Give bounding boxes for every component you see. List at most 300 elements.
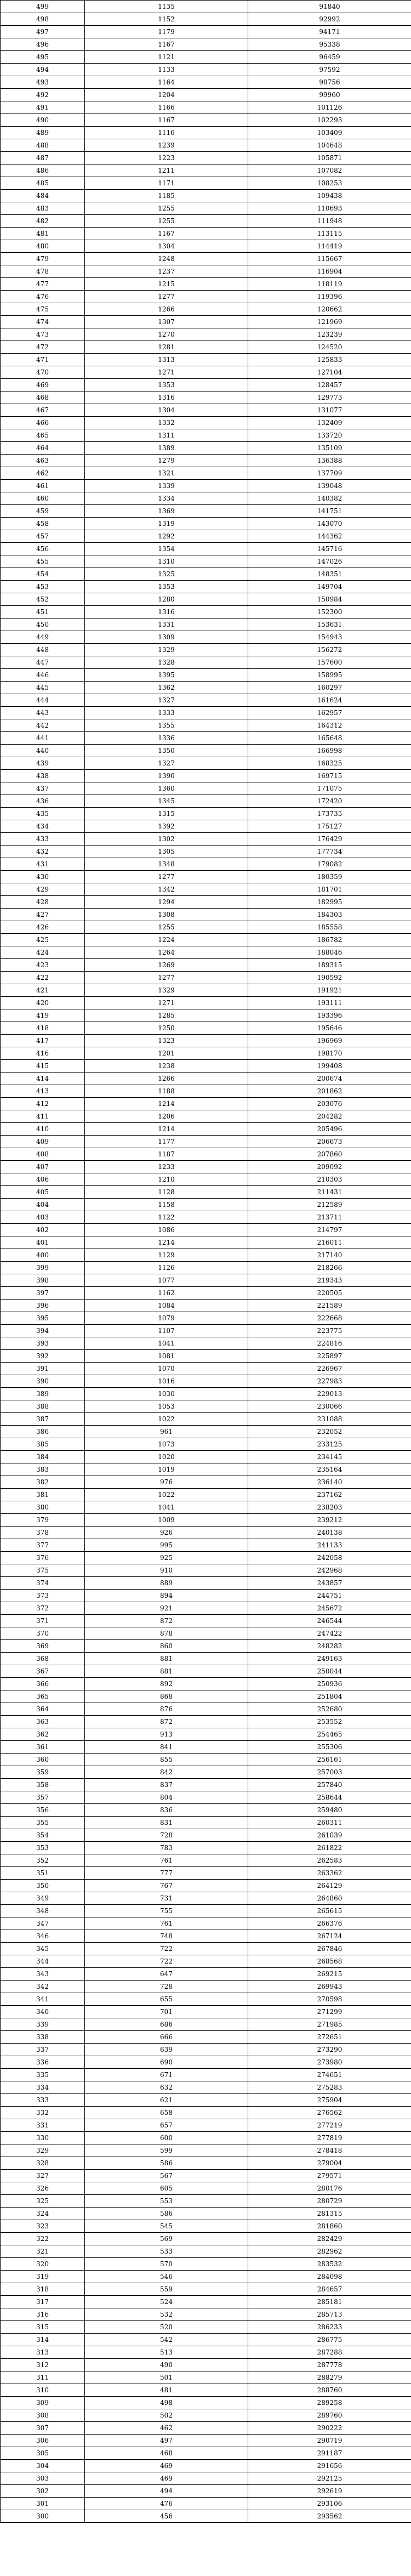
score-cell: 452	[1, 593, 85, 606]
score-cell: 302	[1, 2485, 85, 2498]
cumulative-cell: 240138	[248, 1527, 411, 1539]
count-cell: 910	[85, 1564, 248, 1577]
table-row	[1, 1741, 411, 1754]
score-cell: 450	[1, 619, 85, 631]
count-cell: 881	[85, 1653, 248, 1665]
count-cell: 1041	[85, 1501, 248, 1514]
cumulative-cell: 243857	[248, 1577, 411, 1590]
count-cell: 1204	[85, 89, 248, 101]
table-row	[1, 2233, 411, 2245]
cumulative-cell: 219343	[248, 1274, 411, 1287]
cumulative-cell: 113115	[248, 228, 411, 240]
table-row	[1, 1350, 411, 1363]
count-cell: 1185	[85, 190, 248, 202]
table-row	[1, 366, 411, 379]
cumulative-cell: 281315	[248, 2208, 411, 2220]
table-row	[1, 2119, 411, 2132]
count-cell: 1030	[85, 1388, 248, 1400]
count-cell: 1179	[85, 26, 248, 38]
table-row	[1, 1413, 411, 1426]
score-cell: 313	[1, 2346, 85, 2359]
count-cell: 469	[85, 2472, 248, 2485]
score-cell: 385	[1, 1438, 85, 1451]
table-row	[1, 303, 411, 316]
count-cell: 1332	[85, 417, 248, 429]
table-row	[1, 2296, 411, 2308]
table-row	[1, 2056, 411, 2069]
count-cell: 731	[85, 1892, 248, 1905]
cumulative-cell: 245672	[248, 1602, 411, 1615]
score-cell: 352	[1, 1854, 85, 1867]
count-cell: 1129	[85, 1249, 248, 1262]
score-cell: 468	[1, 391, 85, 404]
count-cell: 586	[85, 2157, 248, 2170]
cumulative-cell: 239212	[248, 1514, 411, 1527]
score-cell: 383	[1, 1463, 85, 1476]
score-cell: 378	[1, 1527, 85, 1539]
score-cell: 389	[1, 1388, 85, 1400]
score-cell: 433	[1, 833, 85, 846]
cumulative-cell: 267124	[248, 1930, 411, 1943]
count-cell: 1135	[85, 1, 248, 13]
score-cell: 348	[1, 1905, 85, 1917]
score-cell: 464	[1, 442, 85, 455]
cumulative-cell: 284098	[248, 2271, 411, 2283]
cumulative-cell: 282962	[248, 2245, 411, 2258]
score-cell: 455	[1, 555, 85, 568]
table-row	[1, 76, 411, 89]
cumulative-cell: 102293	[248, 114, 411, 127]
table-row	[1, 682, 411, 694]
count-cell: 1081	[85, 1350, 248, 1363]
cumulative-cell: 110693	[248, 202, 411, 215]
table-row	[1, 1035, 411, 1047]
score-cell: 419	[1, 1009, 85, 1022]
count-cell: 1171	[85, 177, 248, 190]
table-row	[1, 1375, 411, 1388]
cumulative-cell: 261822	[248, 1842, 411, 1854]
cumulative-cell: 144362	[248, 530, 411, 543]
score-cell: 440	[1, 745, 85, 757]
count-cell: 872	[85, 1615, 248, 1627]
score-cell: 465	[1, 429, 85, 442]
cumulative-cell: 181701	[248, 883, 411, 896]
count-cell: 1022	[85, 1413, 248, 1426]
cumulative-cell: 171075	[248, 782, 411, 795]
score-cell: 391	[1, 1363, 85, 1375]
score-cell: 431	[1, 858, 85, 871]
cumulative-cell: 260311	[248, 1817, 411, 1829]
count-cell: 570	[85, 2258, 248, 2271]
cumulative-cell: 96459	[248, 51, 411, 64]
count-cell: 722	[85, 1955, 248, 1968]
count-cell: 1121	[85, 51, 248, 64]
score-cell: 492	[1, 89, 85, 101]
score-cell: 443	[1, 707, 85, 719]
score-cell: 442	[1, 719, 85, 732]
cumulative-cell: 273980	[248, 2056, 411, 2069]
score-cell: 401	[1, 1236, 85, 1249]
cumulative-cell: 264860	[248, 1892, 411, 1905]
score-cell: 491	[1, 101, 85, 114]
count-cell: 1214	[85, 1123, 248, 1136]
count-cell: 841	[85, 1741, 248, 1754]
cumulative-cell: 195646	[248, 1022, 411, 1035]
score-cell: 326	[1, 2182, 85, 2195]
cumulative-cell: 281860	[248, 2220, 411, 2233]
cumulative-cell: 97592	[248, 64, 411, 76]
table-row	[1, 1993, 411, 2006]
count-cell: 855	[85, 1754, 248, 1766]
score-cell: 448	[1, 644, 85, 656]
cumulative-cell: 172420	[248, 795, 411, 808]
score-cell: 479	[1, 253, 85, 265]
count-cell: 1277	[85, 291, 248, 303]
score-cell: 402	[1, 1224, 85, 1236]
count-cell: 524	[85, 2296, 248, 2308]
cumulative-cell: 268568	[248, 1955, 411, 1968]
count-cell: 1116	[85, 127, 248, 139]
count-cell: 1311	[85, 429, 248, 442]
cumulative-cell: 109438	[248, 190, 411, 202]
cumulative-cell: 98756	[248, 76, 411, 89]
cumulative-cell: 285713	[248, 2308, 411, 2321]
cumulative-cell: 210303	[248, 1173, 411, 1186]
count-cell: 657	[85, 2119, 248, 2132]
score-cell: 417	[1, 1035, 85, 1047]
table-row	[1, 2498, 411, 2510]
count-cell: 836	[85, 1804, 248, 1817]
count-cell: 1310	[85, 555, 248, 568]
count-cell: 476	[85, 2498, 248, 2510]
score-cell: 314	[1, 2334, 85, 2346]
count-cell: 881	[85, 1665, 248, 1678]
table-row	[1, 1186, 411, 1199]
count-cell: 1327	[85, 694, 248, 707]
table-row	[1, 1943, 411, 1955]
cumulative-cell: 95338	[248, 38, 411, 51]
score-cell: 355	[1, 1817, 85, 1829]
count-cell: 1353	[85, 581, 248, 593]
table-row	[1, 480, 411, 492]
cumulative-cell: 234145	[248, 1451, 411, 1463]
table-row	[1, 833, 411, 846]
score-cell: 487	[1, 152, 85, 164]
score-cell: 356	[1, 1804, 85, 1817]
cumulative-cell: 147026	[248, 555, 411, 568]
table-row	[1, 1577, 411, 1590]
table-row	[1, 1640, 411, 1653]
count-cell: 481	[85, 2384, 248, 2397]
cumulative-cell: 275283	[248, 2081, 411, 2094]
score-cell: 494	[1, 64, 85, 76]
cumulative-cell: 154943	[248, 631, 411, 644]
table-row	[1, 442, 411, 455]
count-cell: 1255	[85, 921, 248, 934]
table-row	[1, 404, 411, 417]
table-row	[1, 1665, 411, 1678]
score-cell: 394	[1, 1325, 85, 1337]
cumulative-cell: 274651	[248, 2069, 411, 2081]
cumulative-cell: 247422	[248, 1627, 411, 1640]
count-cell: 545	[85, 2220, 248, 2233]
count-cell: 722	[85, 1943, 248, 1955]
cumulative-cell: 276562	[248, 2107, 411, 2119]
count-cell: 783	[85, 1842, 248, 1854]
cumulative-cell: 158995	[248, 669, 411, 682]
cumulative-cell: 173735	[248, 808, 411, 820]
cumulative-cell: 184303	[248, 909, 411, 921]
count-cell: 748	[85, 1930, 248, 1943]
cumulative-cell: 118119	[248, 278, 411, 291]
cumulative-cell: 94171	[248, 26, 411, 38]
score-cell: 393	[1, 1337, 85, 1350]
score-cell: 453	[1, 581, 85, 593]
count-cell: 1327	[85, 757, 248, 770]
cumulative-cell: 291187	[248, 2447, 411, 2460]
table-row	[1, 13, 411, 26]
cumulative-cell: 267846	[248, 1943, 411, 1955]
count-cell: 1389	[85, 442, 248, 455]
cumulative-cell: 291656	[248, 2460, 411, 2472]
count-cell: 498	[85, 2397, 248, 2409]
cumulative-cell: 292619	[248, 2485, 411, 2498]
table-row	[1, 2132, 411, 2144]
table-row	[1, 278, 411, 291]
score-cell: 441	[1, 732, 85, 745]
cumulative-cell: 236140	[248, 1476, 411, 1489]
score-cell: 375	[1, 1564, 85, 1577]
table-row	[1, 1325, 411, 1337]
cumulative-cell: 200674	[248, 1073, 411, 1085]
score-cell: 350	[1, 1880, 85, 1892]
table-row	[1, 2031, 411, 2044]
table-row	[1, 2460, 411, 2472]
cumulative-cell: 273290	[248, 2044, 411, 2056]
cumulative-cell: 250936	[248, 1678, 411, 1690]
score-cell: 341	[1, 1993, 85, 2006]
table-row	[1, 1123, 411, 1136]
score-cell: 334	[1, 2081, 85, 2094]
table-row	[1, 1211, 411, 1224]
table-row	[1, 2208, 411, 2220]
cumulative-cell: 179082	[248, 858, 411, 871]
table-row	[1, 202, 411, 215]
table-row	[1, 782, 411, 795]
score-cell: 407	[1, 1161, 85, 1173]
count-cell: 462	[85, 2422, 248, 2435]
score-cell: 429	[1, 883, 85, 896]
cumulative-cell: 115667	[248, 253, 411, 265]
cumulative-cell: 105871	[248, 152, 411, 164]
score-cell: 344	[1, 1955, 85, 1968]
cumulative-cell: 259480	[248, 1804, 411, 1817]
table-row	[1, 896, 411, 909]
count-cell: 767	[85, 1880, 248, 1892]
score-cell: 422	[1, 972, 85, 984]
table-row	[1, 707, 411, 719]
count-cell: 1079	[85, 1312, 248, 1325]
cumulative-cell: 116904	[248, 265, 411, 278]
table-row	[1, 291, 411, 303]
score-cell: 420	[1, 997, 85, 1009]
score-cell: 497	[1, 26, 85, 38]
table-body	[1, 1, 411, 2523]
table-row	[1, 656, 411, 669]
cumulative-cell: 150984	[248, 593, 411, 606]
score-cell: 457	[1, 530, 85, 543]
table-row	[1, 1148, 411, 1161]
count-cell: 1250	[85, 1022, 248, 1035]
count-cell: 1334	[85, 492, 248, 505]
count-cell: 1329	[85, 644, 248, 656]
score-cell: 323	[1, 2220, 85, 2233]
table-row	[1, 530, 411, 543]
cumulative-cell: 286775	[248, 2334, 411, 2346]
cumulative-cell: 251804	[248, 1690, 411, 1703]
cumulative-cell: 185558	[248, 921, 411, 934]
score-cell: 485	[1, 177, 85, 190]
table-row	[1, 1388, 411, 1400]
table-row	[1, 2195, 411, 2208]
cumulative-cell: 104648	[248, 139, 411, 152]
cumulative-cell: 129773	[248, 391, 411, 404]
score-cell: 307	[1, 2422, 85, 2435]
count-cell: 1328	[85, 656, 248, 669]
table-row	[1, 1400, 411, 1413]
count-cell: 1248	[85, 253, 248, 265]
count-cell: 1214	[85, 1236, 248, 1249]
cumulative-cell: 199408	[248, 1060, 411, 1073]
table-row	[1, 2258, 411, 2271]
cumulative-cell: 164312	[248, 719, 411, 732]
score-cell: 414	[1, 1073, 85, 1085]
table-row	[1, 543, 411, 555]
table-row	[1, 820, 411, 833]
cumulative-cell: 182995	[248, 896, 411, 909]
score-cell: 496	[1, 38, 85, 51]
cumulative-cell: 242058	[248, 1552, 411, 1564]
count-cell: 1162	[85, 1287, 248, 1300]
score-cell: 461	[1, 480, 85, 492]
count-cell: 1152	[85, 13, 248, 26]
score-cell: 309	[1, 2397, 85, 2409]
count-cell: 755	[85, 1905, 248, 1917]
score-cell: 304	[1, 2460, 85, 2472]
cumulative-cell: 188046	[248, 946, 411, 959]
table-row	[1, 1564, 411, 1577]
count-cell: 837	[85, 1779, 248, 1791]
count-cell: 1201	[85, 1047, 248, 1060]
count-cell: 1187	[85, 1148, 248, 1161]
score-cell: 415	[1, 1060, 85, 1073]
count-cell: 1133	[85, 64, 248, 76]
cumulative-cell: 128457	[248, 379, 411, 391]
cumulative-cell: 213711	[248, 1211, 411, 1224]
score-cell: 495	[1, 51, 85, 64]
score-cell: 372	[1, 1602, 85, 1615]
score-cell: 316	[1, 2308, 85, 2321]
table-row	[1, 2220, 411, 2233]
count-cell: 872	[85, 1716, 248, 1728]
cumulative-cell: 284657	[248, 2283, 411, 2296]
count-cell: 1390	[85, 770, 248, 782]
cumulative-cell: 271299	[248, 2006, 411, 2018]
cumulative-cell: 205496	[248, 1123, 411, 1136]
table-row	[1, 1073, 411, 1085]
score-cell: 447	[1, 656, 85, 669]
table-row	[1, 164, 411, 177]
table-row	[1, 1842, 411, 1854]
table-row	[1, 2144, 411, 2157]
count-cell: 666	[85, 2031, 248, 2044]
count-cell: 860	[85, 1640, 248, 1653]
cumulative-cell: 120662	[248, 303, 411, 316]
cumulative-cell: 207860	[248, 1148, 411, 1161]
table-row	[1, 316, 411, 328]
table-row	[1, 1438, 411, 1451]
cumulative-cell: 92992	[248, 13, 411, 26]
cumulative-cell: 177734	[248, 846, 411, 858]
score-cell: 320	[1, 2258, 85, 2271]
count-cell: 1022	[85, 1489, 248, 1501]
count-cell: 926	[85, 1527, 248, 1539]
count-cell: 913	[85, 1728, 248, 1741]
count-cell: 1339	[85, 480, 248, 492]
table-row	[1, 1930, 411, 1943]
score-cell: 424	[1, 946, 85, 959]
score-cell: 386	[1, 1426, 85, 1438]
score-cell: 365	[1, 1690, 85, 1703]
table-row	[1, 2081, 411, 2094]
score-cell: 472	[1, 341, 85, 354]
score-cell: 459	[1, 505, 85, 518]
count-cell: 469	[85, 2460, 248, 2472]
cumulative-cell: 148351	[248, 568, 411, 581]
cumulative-cell: 156272	[248, 644, 411, 656]
count-cell: 1271	[85, 997, 248, 1009]
count-cell: 1308	[85, 909, 248, 921]
cumulative-cell: 161624	[248, 694, 411, 707]
score-cell: 305	[1, 2447, 85, 2460]
table-row	[1, 1022, 411, 1035]
count-cell: 1053	[85, 1400, 248, 1413]
count-cell: 1285	[85, 1009, 248, 1022]
count-cell: 1277	[85, 871, 248, 883]
count-cell: 842	[85, 1766, 248, 1779]
cumulative-cell: 186782	[248, 934, 411, 946]
table-row	[1, 265, 411, 278]
score-cell: 427	[1, 909, 85, 921]
score-cell: 337	[1, 2044, 85, 2056]
score-cell: 426	[1, 921, 85, 934]
cumulative-cell: 203076	[248, 1098, 411, 1110]
table-row	[1, 1199, 411, 1211]
score-cell: 373	[1, 1590, 85, 1602]
score-cell: 471	[1, 354, 85, 366]
cumulative-cell: 290719	[248, 2435, 411, 2447]
count-cell: 976	[85, 1476, 248, 1489]
table-row	[1, 1690, 411, 1703]
count-cell: 1264	[85, 946, 248, 959]
count-cell: 605	[85, 2182, 248, 2195]
table-row	[1, 2321, 411, 2334]
cumulative-cell: 257003	[248, 1766, 411, 1779]
cumulative-cell: 153631	[248, 619, 411, 631]
score-cell: 369	[1, 1640, 85, 1653]
table-row	[1, 1085, 411, 1098]
table-row	[1, 139, 411, 152]
